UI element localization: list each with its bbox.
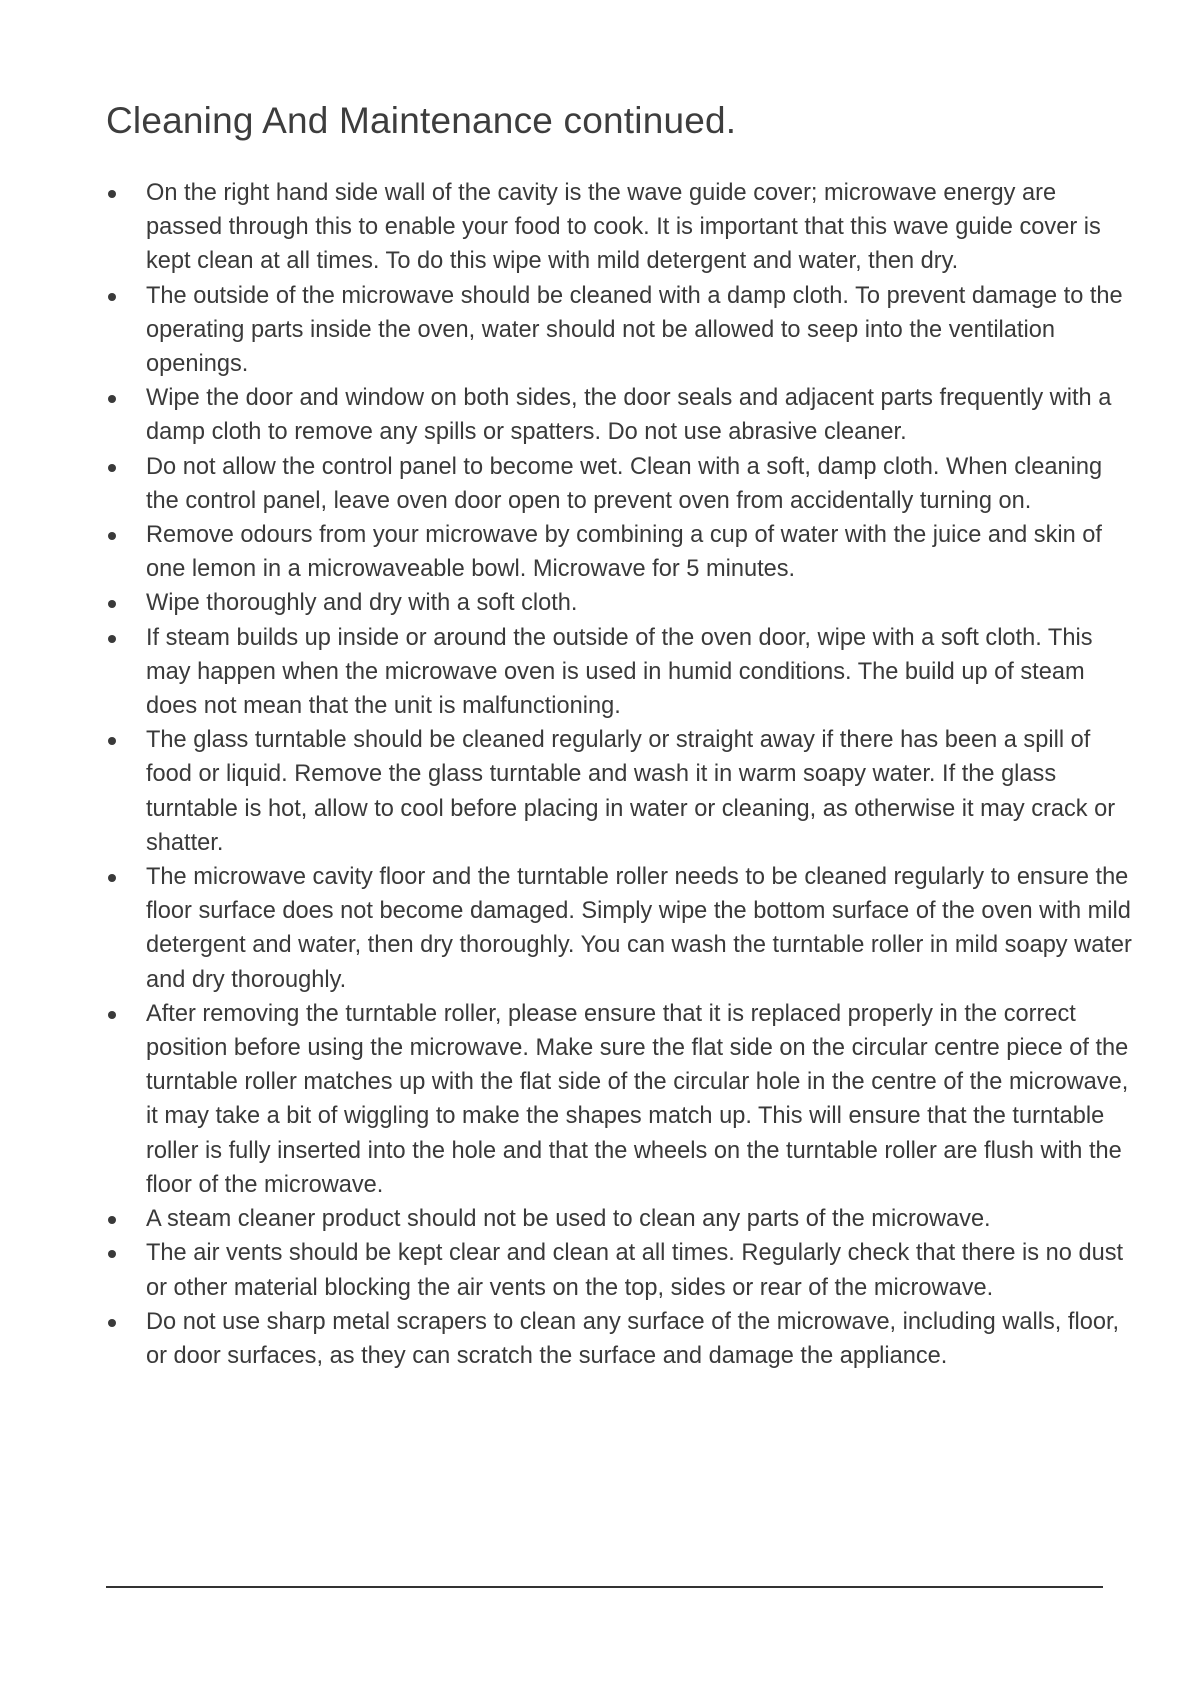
list-item [106,586,1136,620]
bullet-icon [108,190,116,198]
list-item-text: The glass turntable should be cleaned regularly or straight away if there has been a spill of food or liquid. Remove the glass turntable and wash it in warm soapy water. If the glass turntable is hot, allow to cool before placing in water or cleaning, as otherwise it may crack or shatter. [146,727,1116,856]
list-item-text: A steam cleaner product should not be used to clean any parts of the microwave. [146,1206,991,1233]
bullet-icon [108,635,116,643]
list-item-text: Wipe thoroughly and dry with a soft cloth. [146,590,578,617]
footer-divider [106,1586,1103,1588]
bullet-icon [108,874,116,882]
bullet-icon [108,1216,116,1224]
list-item-text: After removing the turntable roller, please ensure that it is replaced properly in the correct position before using the microwave. Make sure the flat side on the circular centre piece of the turntable roller matches up with the flat side of the circular hole in the centre of the microwave, it may take a bit of wiggling to make the shapes match up. This will ensure that the turntable roller is fully inserted into the hole and that the wheels on the turntable roller are flush with the floor of the microwave. [146,1000,1129,1198]
bullet-icon [108,464,116,472]
list-item-text: If steam builds up inside or around the outside of the oven door, wipe with a soft cloth. This may happen when the microwave oven is used in humid conditions. The build up of steam does not mean that the unit is malfunctioning. [146,624,1093,720]
list-item [106,1236,1136,1304]
list-item [106,997,1136,1202]
list-item-text: The microwave cavity floor and the turntable roller needs to be cleaned regularly to ensure the floor surface does not become damaged. Simply wipe the bottom surface of the oven with mild detergent and water, then dry thoroughly. You can wash the turntable roller in mild soapy water and dry thoroughly. [146,864,1132,993]
list-item [106,621,1136,724]
bullet-icon [108,532,116,540]
bullet-icon [108,1250,116,1258]
maintenance-list [106,176,1136,1373]
list-item [106,1202,1136,1236]
bullet-icon [108,1319,116,1327]
list-item [106,450,1136,518]
list-item [106,723,1136,860]
list-item [106,1305,1136,1373]
list-item [106,381,1136,449]
list-item-text: The outside of the microwave should be cleaned with a damp cloth. To prevent damage to the operating parts inside the oven, water should not be allowed to seep into the ventilation openings. [146,282,1123,378]
list-item-text: Do not allow the control panel to become wet. Clean with a soft, damp cloth. When cleaning the control panel, leave oven door open to prevent oven from accidentally turning on. [146,453,1103,514]
list-item-text: On the right hand side wall of the cavity is the wave guide cover; microwave energy are passed through this to enable your food to cook. It is important that this wave guide cover is kept clean at all times. To do this wipe with mild detergent and water, then dry. [146,180,1101,275]
bullet-icon [108,1011,116,1019]
list-item [106,279,1136,382]
page-title: Cleaning And Maintenance continued. [106,100,737,141]
bullet-icon [108,293,116,301]
list-item [106,860,1136,997]
bullet-icon [108,737,116,745]
list-item-text: The air vents should be kept clear and clean at all times. Regularly check that there is no dust or other material blocking the air vents on the top, sides or rear of the microwave. [146,1240,1124,1301]
bullet-icon [108,395,116,403]
list-item-text: Remove odours from your microwave by combining a cup of water with the juice and skin of one lemon in a microwaveable bowl. Microwave for 5 minutes. [146,522,1102,583]
list-item-text: Wipe the door and window on both sides, the door seals and adjacent parts frequently with a damp cloth to remove any spills or spatters. Do not use abrasive cleaner. [146,385,1112,446]
bullet-icon [108,600,116,608]
list-item [106,518,1136,586]
list-item [106,176,1136,279]
list-item-text: Do not use sharp metal scrapers to clean any surface of the microwave, including walls, floor, or door surfaces, as they can scratch the surface and damage the appliance. [146,1308,1120,1369]
